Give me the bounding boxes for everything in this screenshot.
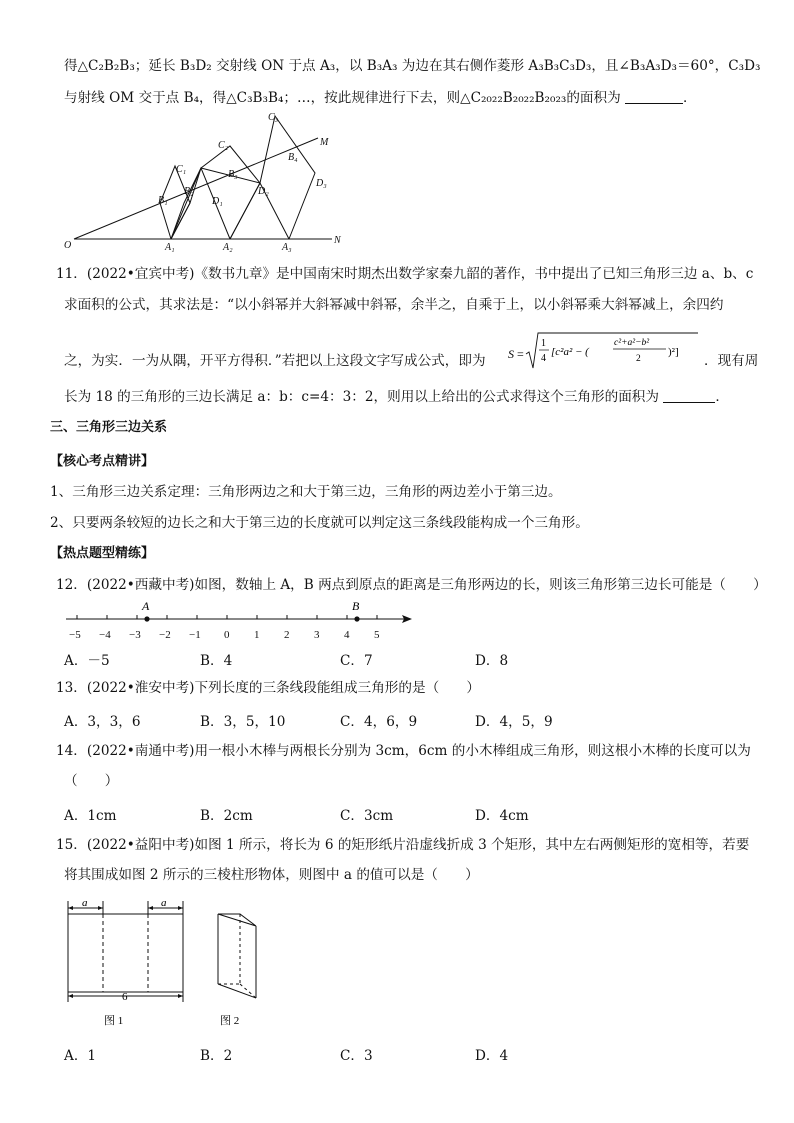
formula-S: S	[508, 347, 514, 361]
q15-option-d[interactable]: D．4	[475, 1048, 509, 1064]
q11-answer-blank	[663, 390, 715, 403]
section-point-1: 1、三角形三边关系定理：三角形两边之和大于第三边，三角形的两边差小于第三边。	[50, 484, 562, 500]
formula-quarter-num: 1	[541, 338, 546, 349]
label-B1: B₁	[158, 195, 168, 206]
q14-option-c[interactable]: C．3cm	[340, 808, 394, 824]
q11-line3-pre: 之，为实．一为从隅，开平方得积．”若把以上这段文字写成公式，即为	[64, 353, 486, 369]
q15-option-b[interactable]: B．2	[200, 1048, 233, 1064]
rhombus-3	[260, 116, 315, 239]
tick-label: −3	[129, 629, 141, 641]
label-D3: D₃	[316, 178, 327, 189]
q11-line3-post: ．现有周	[704, 353, 759, 369]
heron-formula	[508, 330, 700, 372]
core-header: 【核心考点精讲】	[50, 454, 155, 469]
label-B4: B₄	[288, 152, 298, 163]
q14-stem: 14．(2022•南通中考)用一根小木棒与两根长分别为 3cm，6cm 的小木棒组成三角形，则这根小木棒的长度可以为	[56, 743, 751, 759]
prism-top	[218, 914, 256, 926]
q14-option-a[interactable]: A．1cm	[64, 808, 117, 824]
q10-answer-blank	[625, 91, 683, 104]
tick-label: −4	[99, 629, 111, 641]
paper-rect	[68, 914, 183, 992]
q12-option-d[interactable]: D．8	[475, 653, 509, 669]
label-C2: C₂	[218, 140, 229, 151]
q11-line1: 11．(2022•宜宾中考)《数书九章》是中国南宋时期杰出数学家秦九韶的著作，书中提出了已知三角形三边 a、b、c	[56, 266, 754, 282]
tick-label: 2	[284, 629, 290, 641]
formula-frac-den: 2	[636, 354, 641, 364]
q11-line2: 求面积的公式，其求法是：“以小斜幂并大斜幂减中斜幂，余半之，自乘于上，以小斜幂乘大斜幂减上，余四约	[64, 297, 724, 313]
q10-line2: 与射线 OM 交于点 B₄，得△C₃B₃B₄；…，按此规律进行下去，则△C₂₀₂₂B₂₀₂₂B₂₀₂₃的面积为 ．	[64, 90, 697, 106]
label-N: N	[334, 235, 341, 246]
q14-option-d[interactable]: D．4cm	[475, 808, 529, 824]
label-C3: C₃	[268, 112, 279, 123]
formula-frac-num: c²+a²−b²	[614, 338, 650, 348]
fig1-a-right: a	[161, 897, 167, 909]
q15-option-c[interactable]: C．3	[340, 1048, 373, 1064]
q13-stem: 13．(2022•淮安中考)下列长度的三条线段能组成三角形的是（ ）	[56, 680, 480, 696]
q11-line4: 长为 18 的三角形的三边长满足 a：b：c=4：3：2，则用以上给出的公式求得这个三角形的面积为 ．	[64, 389, 729, 405]
tick-label: 1	[254, 629, 260, 641]
q12-option-c[interactable]: C．7	[340, 653, 373, 669]
section-title: 三、三角形三边关系	[50, 420, 168, 435]
q13-option-b[interactable]: B．3，5，10	[200, 714, 286, 730]
fig1-caption: 图 1	[104, 1015, 124, 1027]
practice-header: 【热点题型精练】	[50, 546, 155, 561]
label-B2: B₂	[184, 186, 194, 197]
number-line	[60, 598, 420, 644]
tick-label: 5	[374, 629, 380, 641]
fig1-a-left: a	[82, 897, 88, 909]
q12-option-a[interactable]: A．－5	[64, 653, 110, 669]
point-A-label: A	[142, 599, 150, 613]
label-A2: A₂	[223, 242, 233, 252]
q10-line2-text: 与射线 OM 交于点 B₄，得△C₃B₃B₄；…，按此规律进行下去，则△C₂₀₂₂B₂₀₂₂B₂₀₂₃的面积为	[64, 90, 621, 106]
formula-eq: =	[517, 347, 524, 361]
q13-option-d[interactable]: D．4，5，9	[475, 714, 553, 730]
q13-option-a[interactable]: A．3，3，6	[64, 714, 141, 730]
rhombus-figure	[60, 108, 360, 252]
q14-option-b[interactable]: B．2cm	[200, 808, 253, 824]
label-D1: D₁	[212, 196, 223, 207]
point-A	[144, 616, 149, 621]
label-D2: D₂	[258, 186, 269, 197]
q12-option-b[interactable]: B．4	[200, 653, 233, 669]
tick-label: −5	[69, 629, 81, 641]
rhombus-2	[201, 146, 260, 239]
q11-line4-text: 长为 18 的三角形的三边长满足 a：b：c=4：3：2，则用以上给出的公式求得这个三角形的面积为	[64, 389, 659, 405]
fig2-caption: 图 2	[220, 1015, 240, 1027]
label-C1: C₁	[176, 164, 187, 175]
figure-2-prism	[206, 906, 266, 1031]
q12-stem: 12．(2022•西藏中考)如图，数轴上 A，B 两点到原点的距离是三角形两边的长，则该三角形第三边长可能是（ ）	[56, 577, 767, 593]
tick-label: 0	[224, 629, 230, 641]
label-M: M	[320, 137, 329, 148]
q15-option-a[interactable]: A．1	[64, 1048, 97, 1064]
label-A1: A₁	[165, 242, 175, 252]
q10-line1: 得△C₂B₂B₃；延长 B₃D₂ 交射线 ON 于点 A₃，以 B₃A₃ 为边在其右侧作菱形 A₃B₃C₃D₃，且∠B₃A₃D₃＝60°，C₃D₃	[64, 58, 761, 74]
tick-label: −2	[159, 629, 171, 641]
section-point-2: 2、只要两条较短的边长之和大于第三边的长度就可以判定这三条线段能构成一个三角形。	[50, 515, 589, 531]
formula-tail: )²]	[668, 346, 679, 358]
label-A3: A₃	[282, 242, 292, 252]
q15-stem: 15．(2022•益阳中考)如图 1 所示，将长为 6 的矩形纸片沿虚线折成 3 个矩形，其中左右两侧矩形的宽相等，若要	[56, 837, 750, 853]
tick-label: 3	[314, 629, 320, 641]
point-B	[354, 616, 359, 621]
tick-label: −1	[189, 629, 201, 641]
q13-option-c[interactable]: C．4，6，9	[340, 714, 418, 730]
tick-label: 4	[344, 629, 350, 641]
label-B3: B₃	[228, 169, 238, 180]
formula-c2a2: [c²a² − (	[551, 346, 589, 358]
formula-quarter-den: 4	[541, 353, 546, 364]
label-O: O	[64, 240, 72, 251]
q15-stem2: 将其围成如图 2 所示的三棱柱形物体，则图中 a 的值可以是（ ）	[64, 867, 479, 883]
point-B-label: B	[352, 599, 360, 613]
fig1-length: 6	[122, 991, 128, 1003]
q14-stem2: （ ）	[64, 773, 119, 789]
